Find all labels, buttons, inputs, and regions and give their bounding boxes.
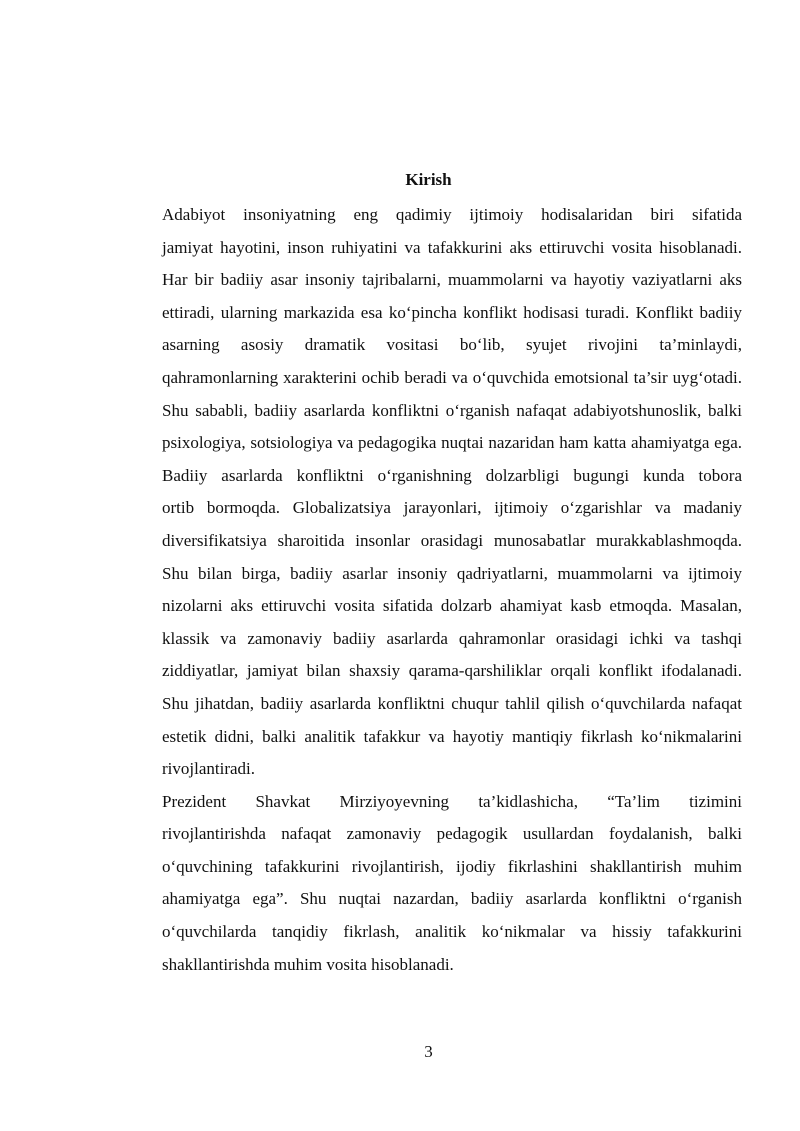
text-line: ziddiyatlar, jamiyat bilan shaxsiy qarama-qarshiliklar orqali konflikt ifodalanadi.: [162, 661, 742, 681]
text-line: ortib bormoqda. Globalizatsiya jarayonlari, ijtimoiy o‘zgarishlar va madaniy: [162, 498, 742, 518]
page-number: 3: [424, 1042, 433, 1061]
text-line: jamiyat hayotini, inson ruhiyatini va tafakkurini aks ettiruvchi vosita hisoblanadi.: [162, 237, 742, 257]
text-line: shakllantirishda muhim vosita hisoblanadi.: [162, 954, 454, 974]
text-line: diversifikatsiya sharoitida insonlar orasidagi munosabatlar murakkablashmoqda.: [162, 530, 742, 550]
text-line: ahamiyatga ega”. Shu nuqtai nazardan, badiiy asarlarda konfliktni o‘rganish: [162, 889, 742, 909]
text-line: ettiradi, ularning markazida esa ko‘pincha konflikt hodisasi turadi. Konflikt badiiy: [162, 302, 742, 322]
text-line: Har bir badiiy asar insoniy tajribalarni, muammolarni va hayotiy vaziyatlarni aks: [162, 270, 742, 290]
text-line: rivojlantiradi.: [162, 759, 256, 779]
text-line: qahramonlarning xarakterini ochib beradi va o‘quvchida emotsional ta’sir uyg‘otadi.: [162, 367, 742, 387]
body-text: [115, 199, 742, 981]
text-line: Prezident Shavkat Mirziyoyevning ta’kidlashicha, “Ta’lim tizimini: [162, 791, 742, 811]
section-heading: Kirish: [405, 170, 452, 189]
paragraph-3: [115, 786, 742, 982]
text-line: Shu jihatdan, badiiy asarlarda konfliktni chuqur tahlil qilish o‘quvchilarda nafaqat: [162, 693, 742, 713]
text-line: nizolarni aks ettiruvchi vosita sifatida dolzarb ahamiyat kasb etmoqda. Masalan,: [162, 596, 742, 616]
text-line: Badiiy asarlarda konfliktni o‘rganishning dolzarbligi bugungi kunda tobora: [162, 465, 742, 485]
text-line: psixologiya, sotsiologiya va pedagogika nuqtai nazaridan ham katta ahamiyatga ega.: [162, 433, 742, 453]
text-line: klassik va zamonaviy badiiy asarlarda qahramonlar orasidagi ichki va tashqi: [162, 628, 742, 648]
paragraph-1: [115, 199, 742, 460]
text-line: estetik didni, balki analitik tafakkur va hayotiy mantiqiy fikrlash ko‘nikmalarini: [162, 726, 742, 746]
text-line: Shu bilan birga, badiiy asarlar insoniy qadriyatlarni, muammolarni va ijtimoiy: [162, 563, 742, 583]
text-line: Adabiyot insoniyatning eng qadimiy ijtimoiy hodisalaridan biri sifatida: [162, 205, 742, 224]
text-line: o‘quvchilarda tanqidiy fikrlash, analitik ko‘nikmalar va hissiy tafakkurini: [162, 922, 742, 942]
text-line: rivojlantirishda nafaqat zamonaviy pedagogik usullardan foydalanish, balki: [162, 824, 742, 844]
paragraph-2: [115, 460, 742, 786]
text-line: o‘quvchining tafakkurini rivojlantirish, ijodiy fikrlashini shakllantirish muhim: [162, 856, 742, 876]
text-line: Shu sababli, badiiy asarlarda konfliktni o‘rganish nafaqat adabiyotshunoslik, balki: [162, 400, 742, 420]
text-line: asarning asosiy dramatik vositasi bo‘lib, syujet rivojini ta’minlaydi,: [162, 335, 742, 355]
